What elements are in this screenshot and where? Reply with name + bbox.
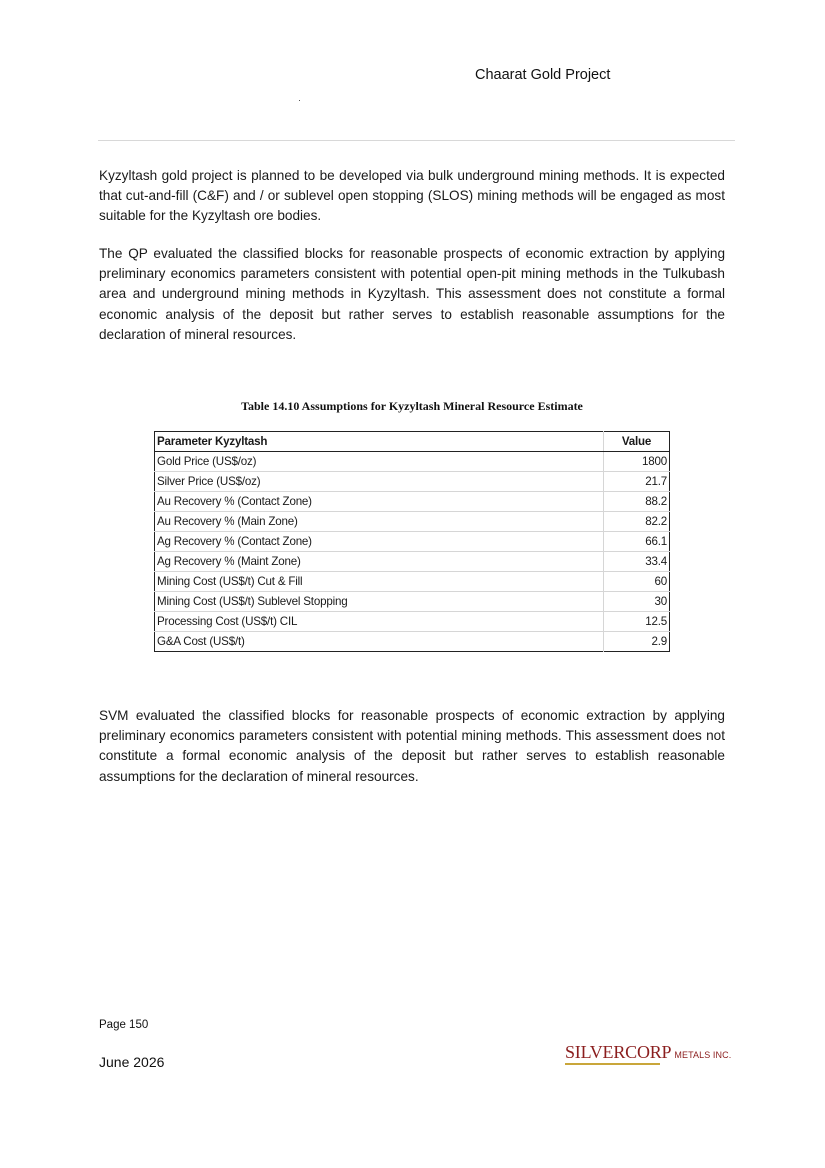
cell-parameter: Ag Recovery % (Contact Zone): [155, 532, 604, 552]
cell-value: 2.9: [604, 632, 670, 652]
table-row: [155, 452, 670, 472]
table-row: [155, 492, 670, 512]
logo-subtitle: METALS INC.: [674, 1050, 732, 1060]
cell-value: 82.2: [604, 512, 670, 532]
table-row: [155, 612, 670, 632]
cell-value: 60: [604, 572, 670, 592]
cell-value: 21.7: [604, 472, 670, 492]
table-row: [155, 472, 670, 492]
cell-parameter: Mining Cost (US$/t) Sublevel Stopping: [155, 592, 604, 612]
cell-value: 88.2: [604, 492, 670, 512]
cell-value: 33.4: [604, 552, 670, 572]
cell-parameter: G&A Cost (US$/t): [157, 635, 245, 648]
logo-underline: [565, 1063, 660, 1065]
body-paragraph-2: The QP evaluated the classified blocks for reasonable prospects of economic extraction by applying preliminary economics parameters consistent with potential open-pit mining methods in the Tulkubash area and underground mining methods in Kyzyltash. This assessment does not constitute a formal economic analysis of the deposit but rather serves to establish reasonable assumptions for the declaration of mineral resources.: [99, 246, 725, 342]
cell-value: 1800: [604, 452, 670, 472]
table-row: [155, 592, 670, 612]
header-title: Chaarat Gold Project: [475, 67, 611, 83]
cell-value: 66.1: [604, 532, 670, 552]
cell-parameter: Silver Price (US$/oz): [155, 472, 604, 492]
column-header-value: Value: [604, 432, 670, 452]
cell-parameter: Ag Recovery % (Maint Zone): [155, 552, 604, 572]
table-header-row: [155, 432, 670, 452]
page-number: Page 150: [99, 1019, 149, 1031]
body-paragraph-3: SVM evaluated the classified blocks for reasonable prospects of economic extraction by applying preliminary economics parameters consistent with potential mining methods. This assessment does not constitute a formal economic analysis of the deposit but rather serves to establish reasonable assumptions for the declaration of mineral resources.: [99, 708, 725, 784]
cell-value: 30: [604, 592, 670, 612]
cell-value: 12.5: [604, 612, 670, 632]
body-paragraph-1: Kyzyltash gold project is planned to be developed via bulk underground mining methods. It is expected that cut-and-fill (C&F) and / or sublevel open stopping (SLOS) mining methods will be engaged as most suitable for the Kyzyltash ore bodies.: [99, 168, 725, 224]
table-row: [155, 552, 670, 572]
table-row: [155, 572, 670, 592]
cell-parameter: Mining Cost (US$/t) Cut & Fill: [155, 572, 604, 592]
table-row: [155, 512, 670, 532]
cell-parameter: Au Recovery % (Main Zone): [155, 512, 604, 532]
assumptions-table: [154, 431, 670, 652]
silvercorp-logo: [565, 1042, 731, 1068]
table-row: [155, 532, 670, 552]
cell-parameter: Processing Cost (US$/t) CIL: [155, 612, 604, 632]
cell-parameter: Au Recovery % (Contact Zone): [155, 492, 604, 512]
cell-parameter: Gold Price (US$/oz): [155, 452, 604, 472]
footer-date: June 2026: [99, 1054, 165, 1070]
header-divider: [98, 140, 735, 141]
table-caption: Table 14.10 Assumptions for Kyzyltash Mineral Resource Estimate: [241, 399, 583, 413]
column-header-parameter: Parameter Kyzyltash: [155, 432, 604, 452]
header-dot-mark: [299, 100, 300, 101]
table-row: [155, 632, 670, 652]
logo-wordmark: SILVERCORP: [565, 1042, 672, 1062]
